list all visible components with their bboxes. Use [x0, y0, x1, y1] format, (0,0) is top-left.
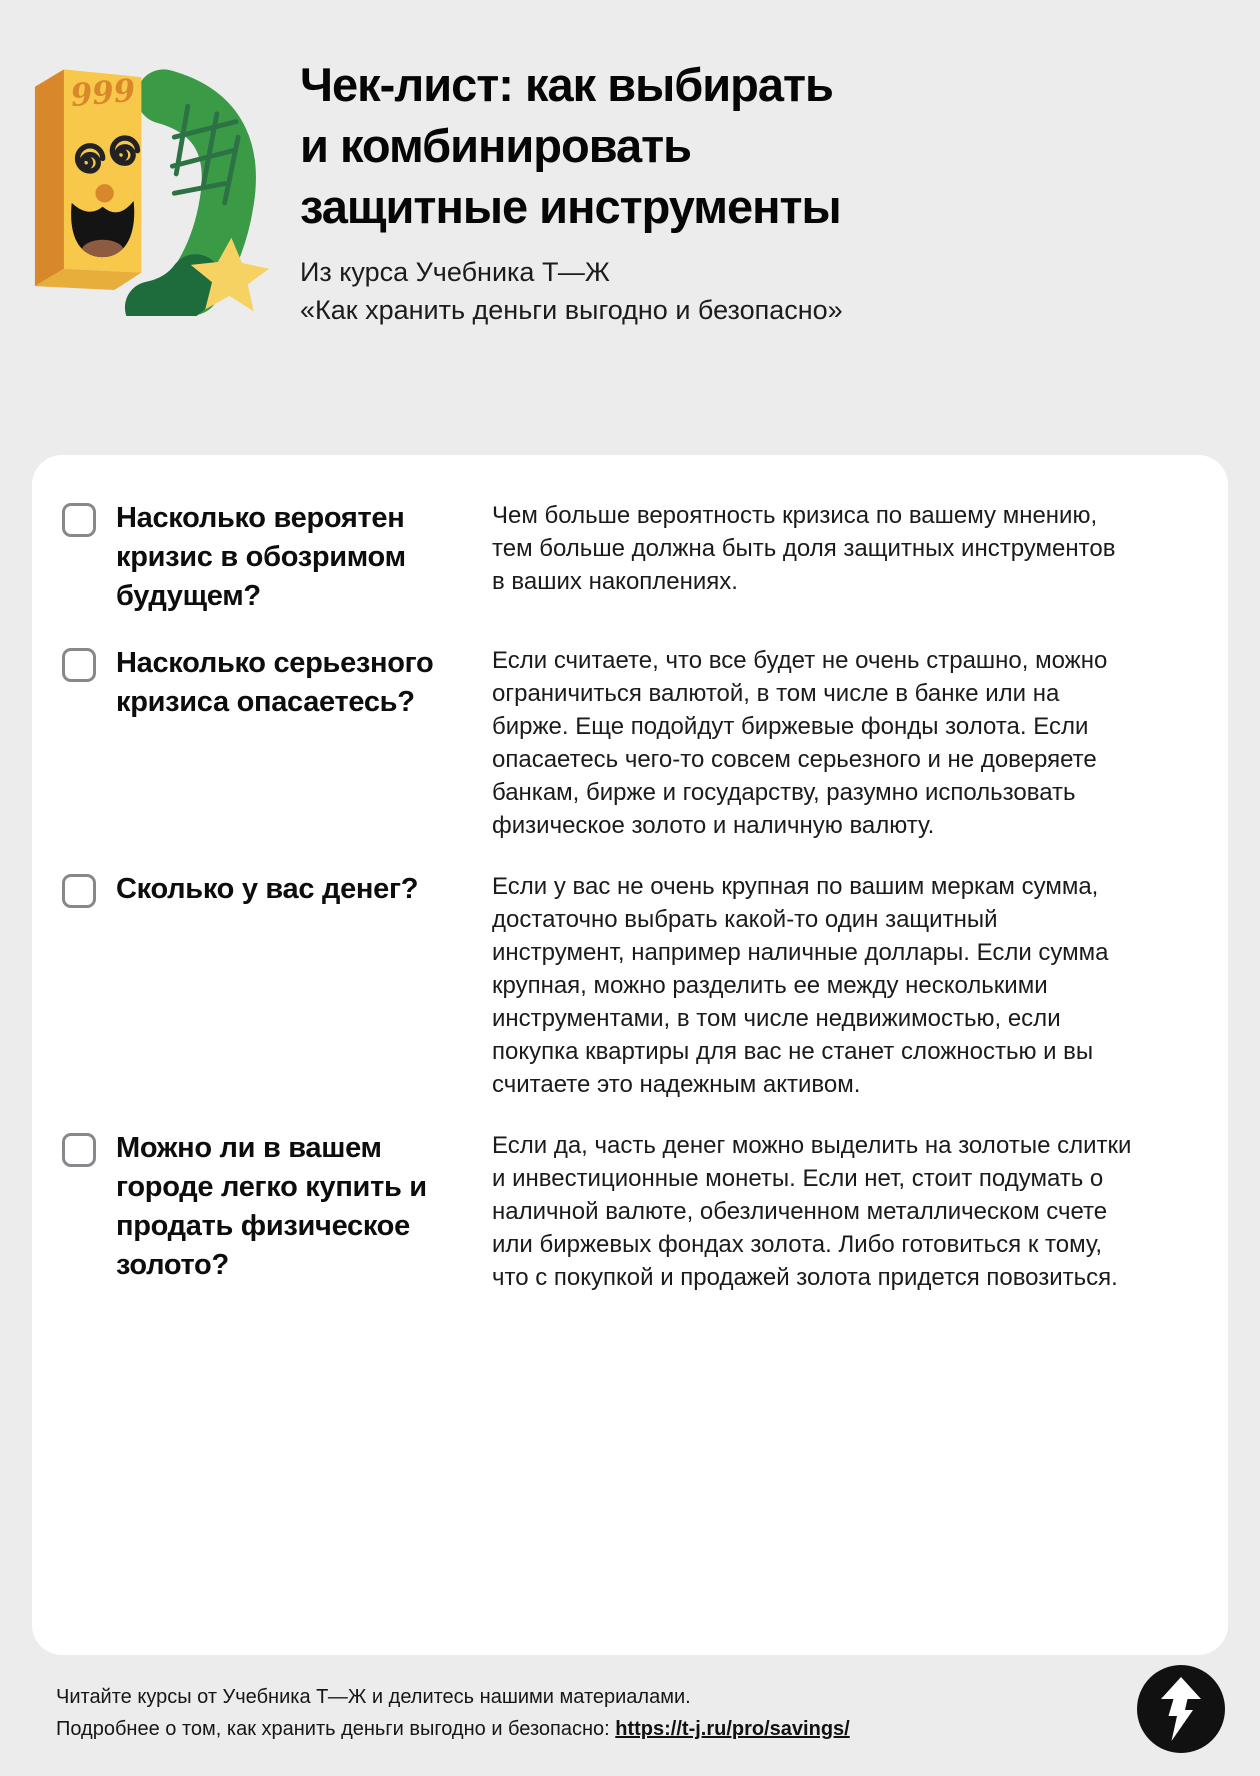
question-text: Сколько у вас денег? [116, 873, 419, 905]
checklist-card [32, 455, 1228, 1655]
checkbox-physical-gold[interactable] [62, 1133, 96, 1167]
page-title [300, 54, 1220, 237]
title-line-1: Чек-лист: как выбирать [300, 58, 833, 111]
checklist-item-crisis-probability [62, 499, 1164, 616]
answer-text: Если да, часть денег можно выделить на золотые слитки и инвестиционные монеты. Если нет, стоит подумать о наличной валюте, обезличенном металлическом счете или биржевых фондах золота. Либо готовиться к тому, что с покупкой и продажей золота придется повозиться. [492, 1132, 1132, 1291]
question-text: Насколько вероятен кризис в обозримом будущем? [116, 502, 406, 612]
checkbox-crisis-severity[interactable] [62, 648, 96, 682]
answer-text: Если у вас не очень крупная по вашим меркам сумма, достаточно выбрать какой-то один защитный инструмент, например наличные доллары. Если сумма крупная, можно разделить ее между несколькими инструментами, в том числе недвижимостью, если покупка квартиры для вас не станет сложностью и вы считаете это надежным активом. [492, 873, 1109, 1098]
checkbox-crisis-probability[interactable] [62, 503, 96, 537]
checklist-item-money-amount [62, 870, 1164, 1101]
title-line-3: защитные инструменты [300, 180, 841, 233]
header-text [300, 54, 1220, 329]
savings-course-link[interactable]: https://t-j.ru/pro/savings/ [615, 1718, 850, 1740]
footer-line-2-text: Подробнее о том, как хранить деньги выгодно и безопасно: [56, 1718, 616, 1740]
footer [56, 1681, 850, 1745]
tj-lightning-logo [1136, 1664, 1226, 1754]
svg-text:999: 999 [69, 72, 137, 115]
subtitle-line-1: Из курса Учебника Т—Ж [300, 257, 610, 287]
footer-line-2 [56, 1713, 850, 1745]
checkbox-money-amount[interactable] [62, 874, 96, 908]
question-text: Насколько серьезного кризиса опасаетесь? [116, 647, 434, 718]
checklist-item-physical-gold [62, 1129, 1164, 1294]
title-line-2: и комбинировать [300, 119, 692, 172]
answer-text: Чем больше вероятность кризиса по вашему мнению, тем больше должна быть доля защитных инструментов в ваших накоплениях. [492, 502, 1116, 595]
checklist-item-crisis-severity [62, 644, 1164, 842]
footer-line-1: Читайте курсы от Учебника Т—Ж и делитесь нашими материалами. [56, 1686, 691, 1708]
question-text: Можно ли в вашем городе легко купить и продать физическое золото? [116, 1132, 427, 1281]
gold-bar-illustration [33, 56, 273, 316]
page-subtitle [300, 253, 1220, 329]
answer-text: Если считаете, что все будет не очень страшно, можно ограничиться валютой, в том числе в банке или на бирже. Еще подойдут биржевые фонды золота. Если опасаетесь чего-то совсем серьезного и не доверяете банкам, бирже и государству, разумно использовать физическое золото и наличную валюту. [492, 647, 1108, 839]
header [0, 0, 1260, 455]
subtitle-line-2: «Как хранить деньги выгодно и безопасно» [300, 295, 843, 325]
